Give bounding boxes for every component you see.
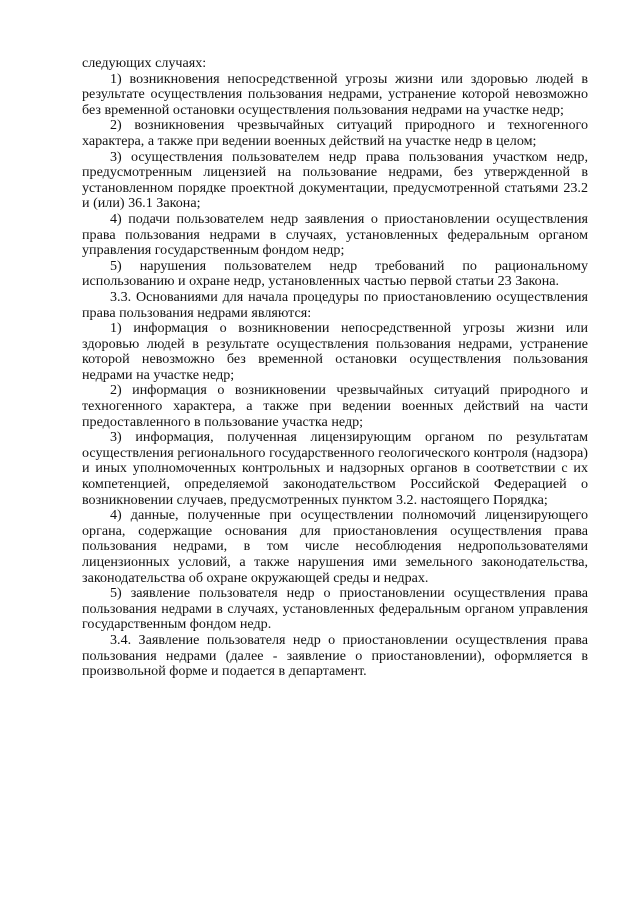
ground-4-paragraph: 4) данные, полученные при осуществлении полномочий лицензирующего органа, содержащие основания для приостановления осуществления права пользования недрами, в том числе несоблюдения недропользователями лицензионных условий, а также нарушения ими земельного законодательства, законодательства об охране окружающей среды и недрах. <box>82 507 588 586</box>
case-5-paragraph: 5) нарушения пользователем недр требований по рациональному использованию и охране недр, установленных частью первой статьи 23 Закона. <box>82 257 588 290</box>
ground-1-paragraph: 1) информация о возникновении непосредственной угрозы жизни или здоровью людей в результате осуществления пользования недрами, устранение которой невозможно без временной остановки осуществления пользования недрами на участке недр; <box>82 320 588 383</box>
intro-line: следующих случаях: <box>82 55 207 71</box>
case-1-paragraph: 1) возникновения непосредственной угрозы жизни или здоровью людей в результате осуществления пользования недрами, устранение которой невозможно без временной остановки осуществления пользования недрами на участке недр; <box>82 70 588 118</box>
section-3-4-paragraph: 3.4. Заявление пользователя недр о приостановлении осуществления права пользования недрами (далее - заявление о приостановлении), оформляется в произвольной форме и подается в департамент. <box>82 631 588 680</box>
case-4-paragraph: 4) подачи пользователем недр заявления о приостановлении осуществления права пользования недрами в случаях, установленных федеральным органом управления государственным фондом недр; <box>82 210 588 259</box>
ground-2-paragraph: 2) информация о возникновении чрезвычайных ситуаций природного и техногенного характера, а также при ведении военных действий на части предоставленного в пользование участка недр; <box>82 382 588 430</box>
case-3-paragraph: 3) осуществления пользователем недр права пользования участком недр, предусмотренным лицензией на пользование недрами, без утвержденной в установленном порядке проектной документации, предусмотренной статьями 23.2 и (или) 36.1 Закона; <box>82 148 588 212</box>
case-2-paragraph: 2) возникновения чрезвычайных ситуаций природного и техногенного характера, а также при ведении военных действий на участке недр в целом; <box>82 117 588 149</box>
section-3-3-heading-paragraph: 3.3. Основаниями для начала процедуры по приостановлению осуществления права пользования недрами являются: <box>82 288 588 321</box>
ground-3-paragraph: 3) информация, полученная лицензирующим органом по результатам осуществления регионального государственного геологического контроля (надзора) и иных уполномоченных контрольных и надзорных органов в соответствии с их компетенцией, определяемой законодательством Российской Федерацией о возникновении случаев, предусмотренных пунктом 3.2. настоящего Порядка; <box>82 429 588 508</box>
ground-5-paragraph: 5) заявление пользователя недр о приостановлении осуществления права пользования недрами в случаях, установленных федеральным органом управления государственным фондом недр. <box>82 585 588 633</box>
